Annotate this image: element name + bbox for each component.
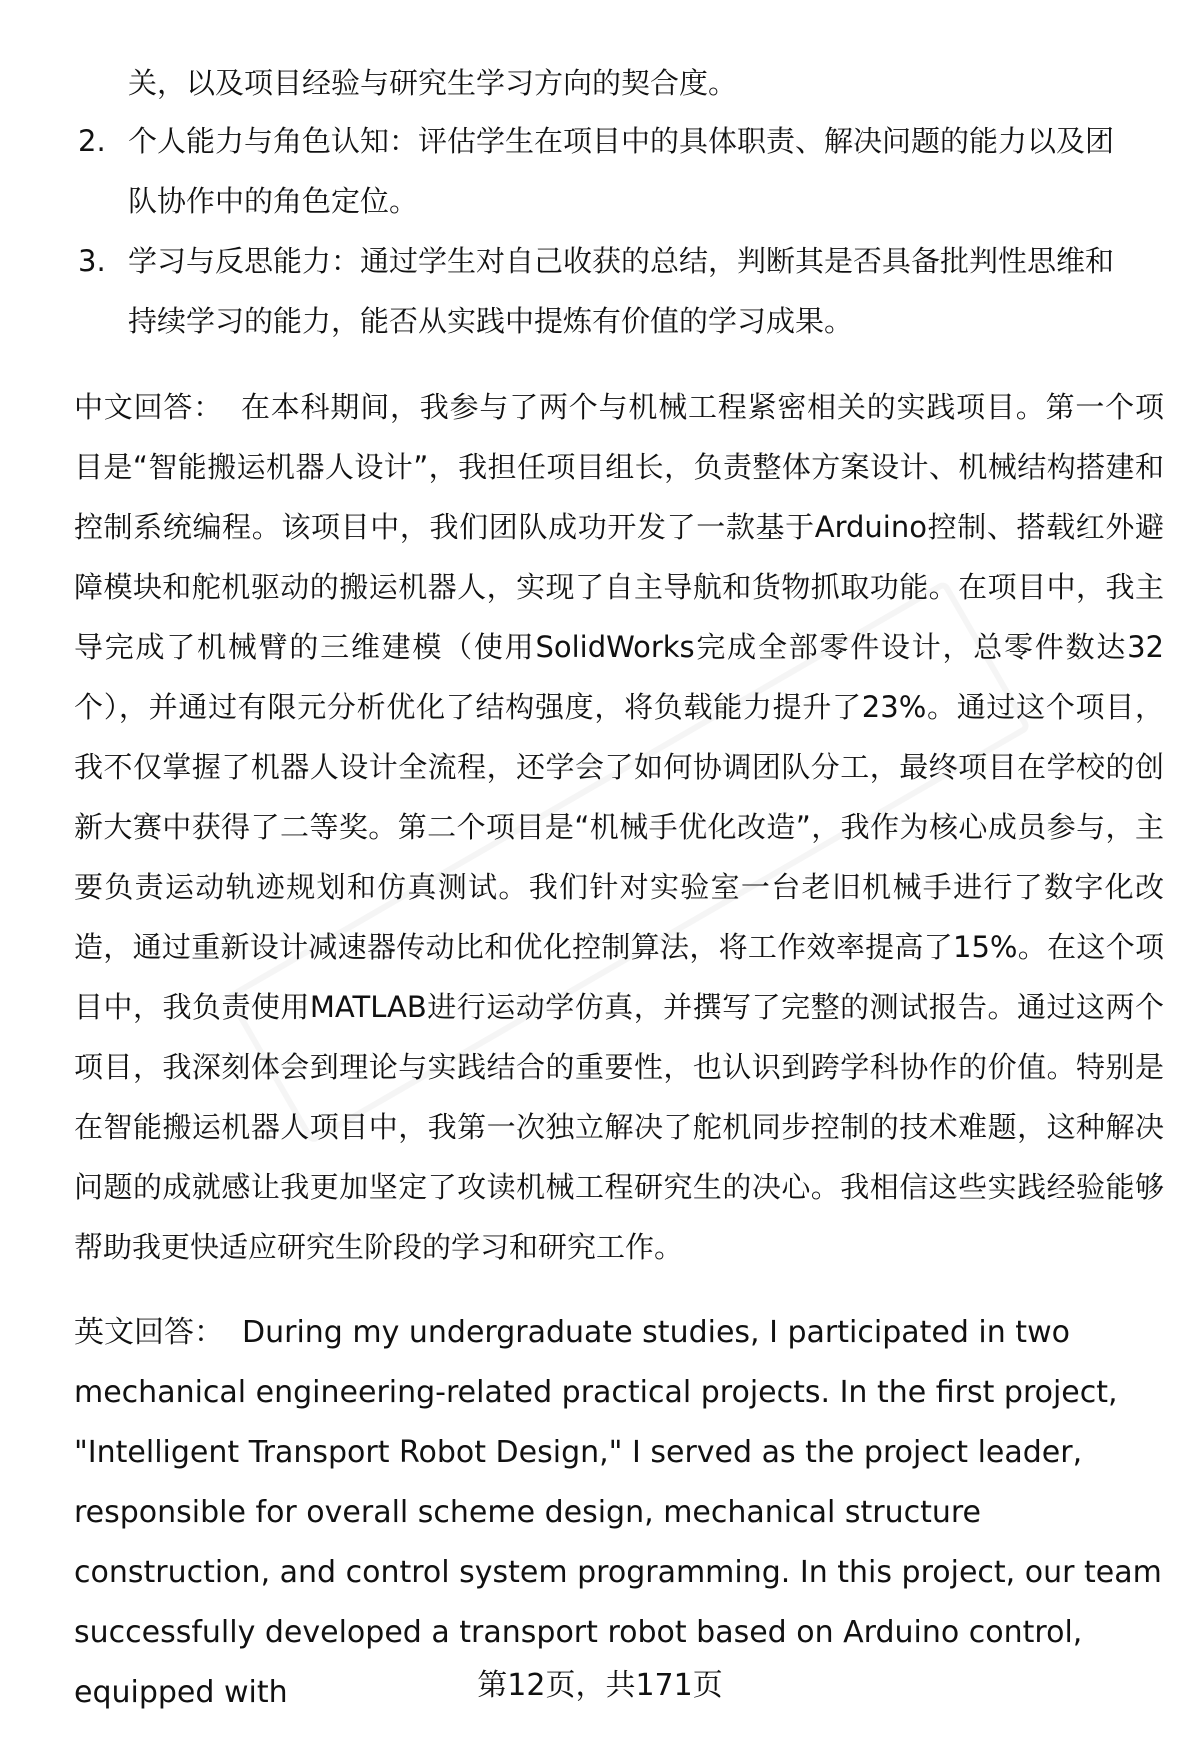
english-answer-paragraph [74, 1303, 1164, 1723]
english-answer-text: During my undergraduate studies, I participated in two mechanical engineering-related practical projects. In the first project, "Intelligent Transport Robot Design," I served as the project leader, responsible for overall scheme design, mechanical structure construction, and control system programming. In this project, our team successfully developed a transport robot based on Arduino control, equipped with [74, 1315, 1162, 1710]
list-item-number: 3. [78, 244, 106, 278]
chinese-answer-text: 在本科期间，我参与了两个与机械工程紧密相关的实践项目。第一个项目是“智能搬运机器人设计”，我担任项目组长，负责整体方案设计、机械结构搭建和控制系统编程。该项目中，我们团队成功开发了一款基于Arduino控制、搭载红外避障模块和舵机驱动的搬运机器人，实现了自主导航和货物抓取功能。在项目中，我主导完成了机械臂的三维建模（使用SolidWorks完成全部零件设计，总零件数达32个），并通过有限元分析优化了结构强度，将负载能力提升了23%。通过这个项目，我不仅掌握了机器人设计全流程，还学会了如何协调团队分工，最终项目在学校的创新大赛中获得了二等奖。第二个项目是“机械手优化改造”，我作为核心成员参与，主要负责运动轨迹规划和仿真测试。我们针对实验室一台老旧机械手进行了数字化改造，通过重新设计减速器传动比和优化控制算法，将工作效率提高了15%。在这个项目中，我负责使用MATLAB进行运动学仿真，并撰写了完整的测试报告。通过这两个项目，我深刻体会到理论与实践结合的重要性，也认识到跨学科协作的价值。特别是在智能搬运机器人项目中，我第一次独立解决了舵机同步控制的技术难题，这种解决问题的成就感让我更加坚定了攻读机械工程研究生的决心。我相信这些实践经验能够帮助我更快适应研究生阶段的学习和研究工作。 [74, 390, 1164, 1264]
list-item-number: 2. [78, 124, 106, 158]
page-footer: 第12页，共171页 [477, 1668, 723, 1703]
list-item-text: 个人能力与角色认知：评估学生在项目中的具体职责、解决问题的能力以及团队协作中的角色定位。 [128, 124, 1115, 218]
list-item [78, 111, 1138, 231]
english-answer-label: 英文回答： [74, 1315, 224, 1350]
list-item-text: 学习与反思能力：通过学生对自己收获的总结，判断其是否具备批判性思维和持续学习的能力，能否从实践中提炼有价值的学习成果。 [128, 244, 1115, 338]
criteria-list [78, 111, 1138, 351]
list-item [78, 231, 1138, 351]
chinese-answer-paragraph [74, 377, 1164, 1277]
continuation-text: 关，以及项目经验与研究生学习方向的契合度。 [128, 66, 738, 100]
chinese-answer-label: 中文回答： [74, 390, 223, 424]
